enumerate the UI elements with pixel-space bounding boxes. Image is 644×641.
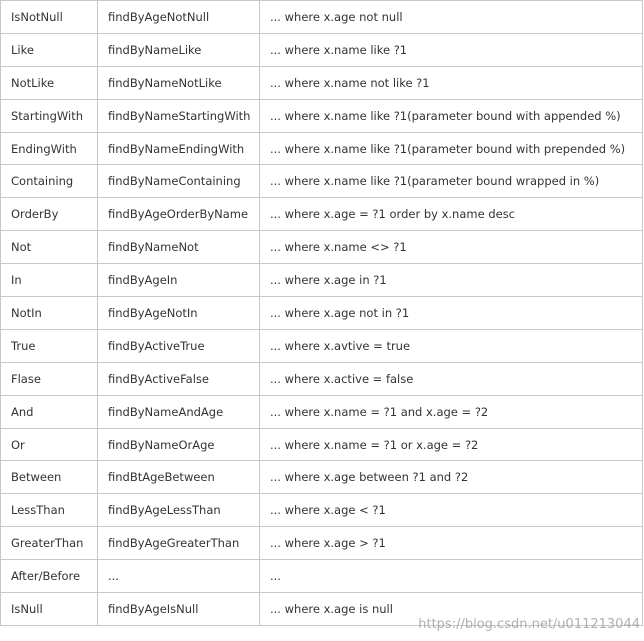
- table-row: [1, 593, 643, 626]
- keyword-cell: And: [1, 395, 98, 428]
- keyword-cell: IsNotNull: [1, 1, 98, 34]
- jpql-cell: ... where x.age in ?1: [260, 264, 643, 297]
- method-cell: findByNameOrAge: [98, 428, 260, 461]
- method-cell: findByAgeGreaterThan: [98, 527, 260, 560]
- method-cell: findByAgeNotNull: [98, 1, 260, 34]
- method-cell: findByAgeOrderByName: [98, 198, 260, 231]
- jpql-cell: ... where x.name not like ?1: [260, 66, 643, 99]
- keyword-cell: IsNull: [1, 593, 98, 626]
- table-row: [1, 362, 643, 395]
- keyword-cell: In: [1, 264, 98, 297]
- jpql-cell: ... where x.name = ?1 and x.age = ?2: [260, 395, 643, 428]
- table-row: [1, 527, 643, 560]
- method-cell: findByAgeNotIn: [98, 297, 260, 330]
- jpql-cell: ... where x.active = false: [260, 362, 643, 395]
- method-cell: findByNameAndAge: [98, 395, 260, 428]
- method-cell: findByAgeIsNull: [98, 593, 260, 626]
- table-row: [1, 297, 643, 330]
- jpql-cell: ... where x.age between ?1 and ?2: [260, 461, 643, 494]
- table-row: [1, 99, 643, 132]
- table-row: [1, 231, 643, 264]
- keyword-cell: NotIn: [1, 297, 98, 330]
- jpql-cell: ...: [260, 560, 643, 593]
- table-row: [1, 165, 643, 198]
- keyword-cell: StartingWith: [1, 99, 98, 132]
- table-row: [1, 33, 643, 66]
- jpql-cell: ... where x.name <> ?1: [260, 231, 643, 264]
- keyword-cell: Flase: [1, 362, 98, 395]
- method-cell: findByNameContaining: [98, 165, 260, 198]
- table-row: [1, 428, 643, 461]
- table-row: [1, 395, 643, 428]
- method-cell: findByNameNot: [98, 231, 260, 264]
- keyword-cell: GreaterThan: [1, 527, 98, 560]
- method-cell: findByNameStartingWith: [98, 99, 260, 132]
- method-cell: findByActiveFalse: [98, 362, 260, 395]
- keyword-cell: Like: [1, 33, 98, 66]
- keyword-cell: Not: [1, 231, 98, 264]
- keyword-cell: After/Before: [1, 560, 98, 593]
- jpql-cell: ... where x.name = ?1 or x.age = ?2: [260, 428, 643, 461]
- jpql-cell: ... where x.age not in ?1: [260, 297, 643, 330]
- keyword-cell: Or: [1, 428, 98, 461]
- keyword-cell: Containing: [1, 165, 98, 198]
- keyword-cell: EndingWith: [1, 132, 98, 165]
- table-row: [1, 494, 643, 527]
- method-cell: findByActiveTrue: [98, 329, 260, 362]
- keyword-cell: LessThan: [1, 494, 98, 527]
- table-row: [1, 461, 643, 494]
- jpql-cell: ... where x.name like ?1: [260, 33, 643, 66]
- method-cell: findByAgeIn: [98, 264, 260, 297]
- keyword-table-body: [1, 1, 643, 626]
- table-row: [1, 329, 643, 362]
- keyword-cell: Between: [1, 461, 98, 494]
- method-cell: findBtAgeBetween: [98, 461, 260, 494]
- table-row: [1, 560, 643, 593]
- method-cell: findByNameEndingWith: [98, 132, 260, 165]
- jpql-cell: ... where x.age = ?1 order by x.name desc: [260, 198, 643, 231]
- table-row: [1, 66, 643, 99]
- jpql-cell: ... where x.age > ?1: [260, 527, 643, 560]
- keyword-cell: OrderBy: [1, 198, 98, 231]
- method-cell: findByNameNotLike: [98, 66, 260, 99]
- method-cell: findByNameLike: [98, 33, 260, 66]
- jpql-cell: ... where x.age not null: [260, 1, 643, 34]
- method-cell: findByAgeLessThan: [98, 494, 260, 527]
- table-row: [1, 264, 643, 297]
- jpql-cell: ... where x.age < ?1: [260, 494, 643, 527]
- jpql-cell: ... where x.name like ?1(parameter bound wrapped in %): [260, 165, 643, 198]
- keyword-cell: NotLike: [1, 66, 98, 99]
- jpql-cell: ... where x.name like ?1(parameter bound with prepended %): [260, 132, 643, 165]
- method-cell: ...: [98, 560, 260, 593]
- jpql-cell: ... where x.avtive = true: [260, 329, 643, 362]
- table-row: [1, 1, 643, 34]
- jpql-cell: ... where x.age is null: [260, 593, 643, 626]
- jpql-cell: ... where x.name like ?1(parameter bound with appended %): [260, 99, 643, 132]
- watermark: https://blog.csdn.net/u011213044: [418, 617, 640, 632]
- table-row: [1, 198, 643, 231]
- keyword-cell: True: [1, 329, 98, 362]
- table-row: [1, 132, 643, 165]
